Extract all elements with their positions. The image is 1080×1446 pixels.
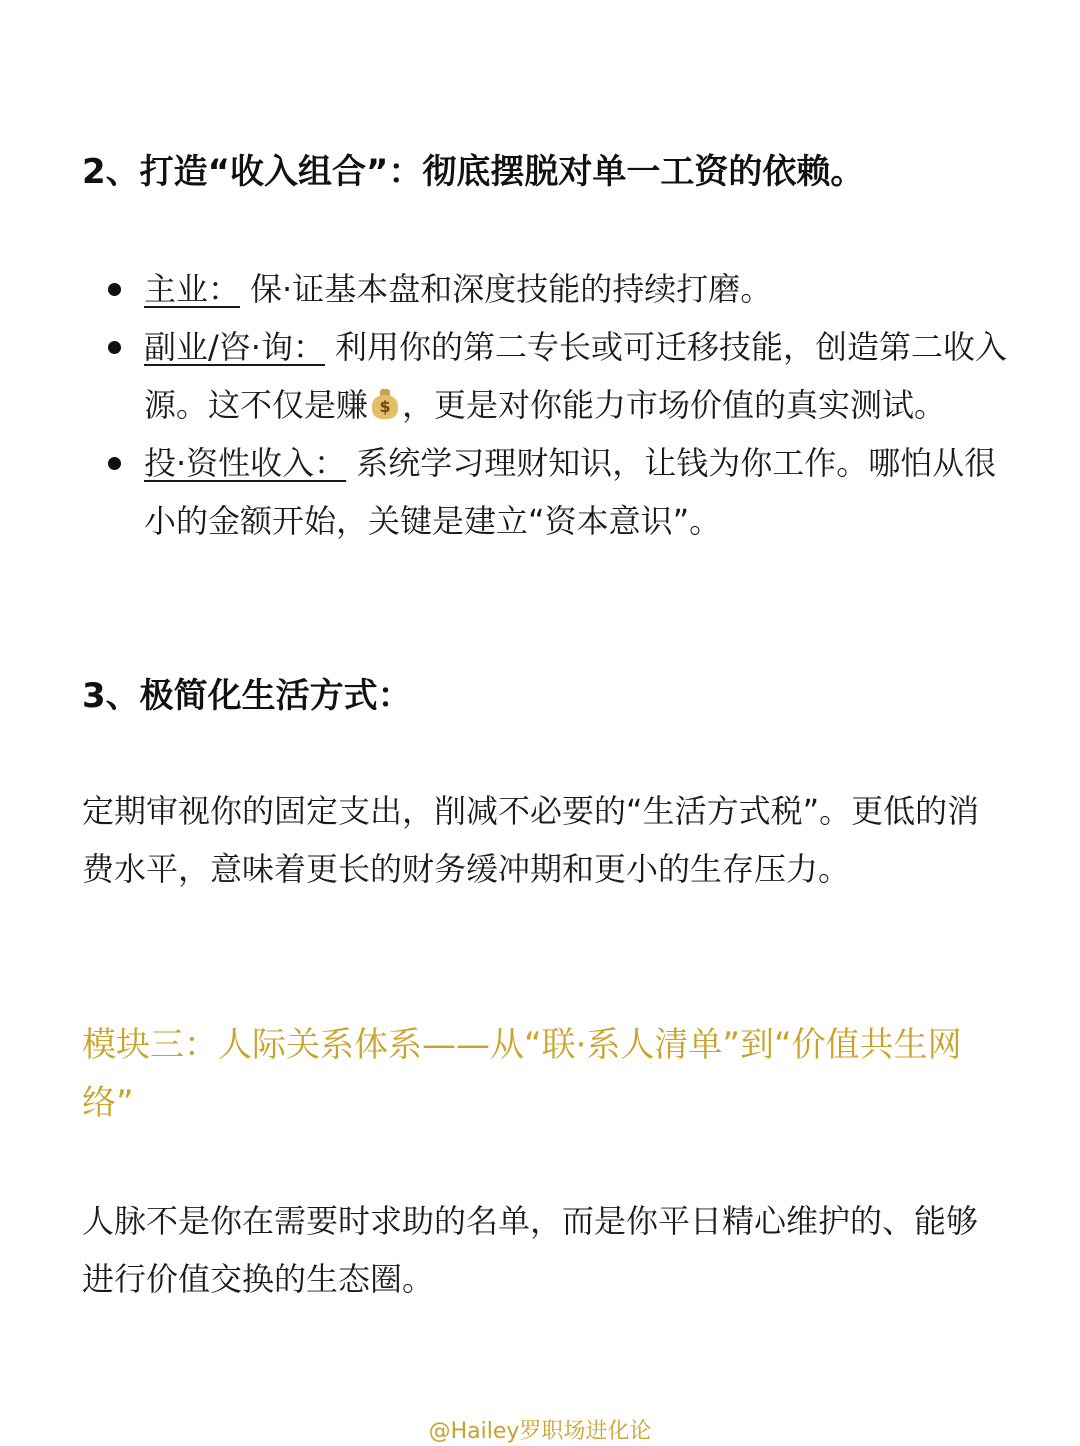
list-item: [82, 260, 1012, 318]
list-item: [82, 434, 1012, 550]
bullet-text: 保·证基本盘和深度技能的持续打磨。: [250, 270, 773, 308]
bullet-text: 系统学习理财知识，让钱为你工作。哪怕从很小的金额开始，关键是建立“资本意识”。: [144, 444, 997, 540]
author-watermark: @Hailey罗职场进化论: [428, 1419, 652, 1444]
bullet-dot-icon: [108, 341, 121, 354]
bullet-text: 利用你的第二专长或可迁移技能，创造第二收入源。这不仅是赚: [144, 328, 1007, 424]
module-3-title: 模块三：人际关系体系——从“联·系人清单”到“价值共生网络”: [82, 1025, 962, 1123]
bullet-term: 副业/咨·询：: [144, 328, 325, 366]
money-bag-symbol: $: [379, 397, 391, 416]
bullet-term: 主业：: [144, 270, 241, 308]
module-3-paragraph: 人脉不是你在需要时求助的名单，而是你平日精心维护的、能够进行价值交换的生态圈。: [82, 1202, 979, 1298]
section-3-heading: 3、极简化生活方式：: [82, 676, 412, 716]
bullet-dot-icon: [108, 283, 121, 296]
bullet-dot-icon: [108, 457, 121, 470]
money-bag-icon: [370, 388, 400, 420]
section-2-heading: 2、打造“收入组合”：彻底摆脱对单一工资的依赖。: [82, 152, 865, 192]
bullet-text-continued: ，更是对你能力市场价值的真实测试。: [402, 386, 947, 424]
income-portfolio-list: [82, 260, 1012, 550]
section-3-paragraph: 定期审视你的固定支出，削减不必要的“生活方式税”。更低的消费水平，意味着更长的财务缓冲期和更小的生存压力。: [82, 792, 980, 888]
list-item: [82, 318, 1012, 434]
bullet-term: 投·资性收入：: [144, 444, 347, 482]
